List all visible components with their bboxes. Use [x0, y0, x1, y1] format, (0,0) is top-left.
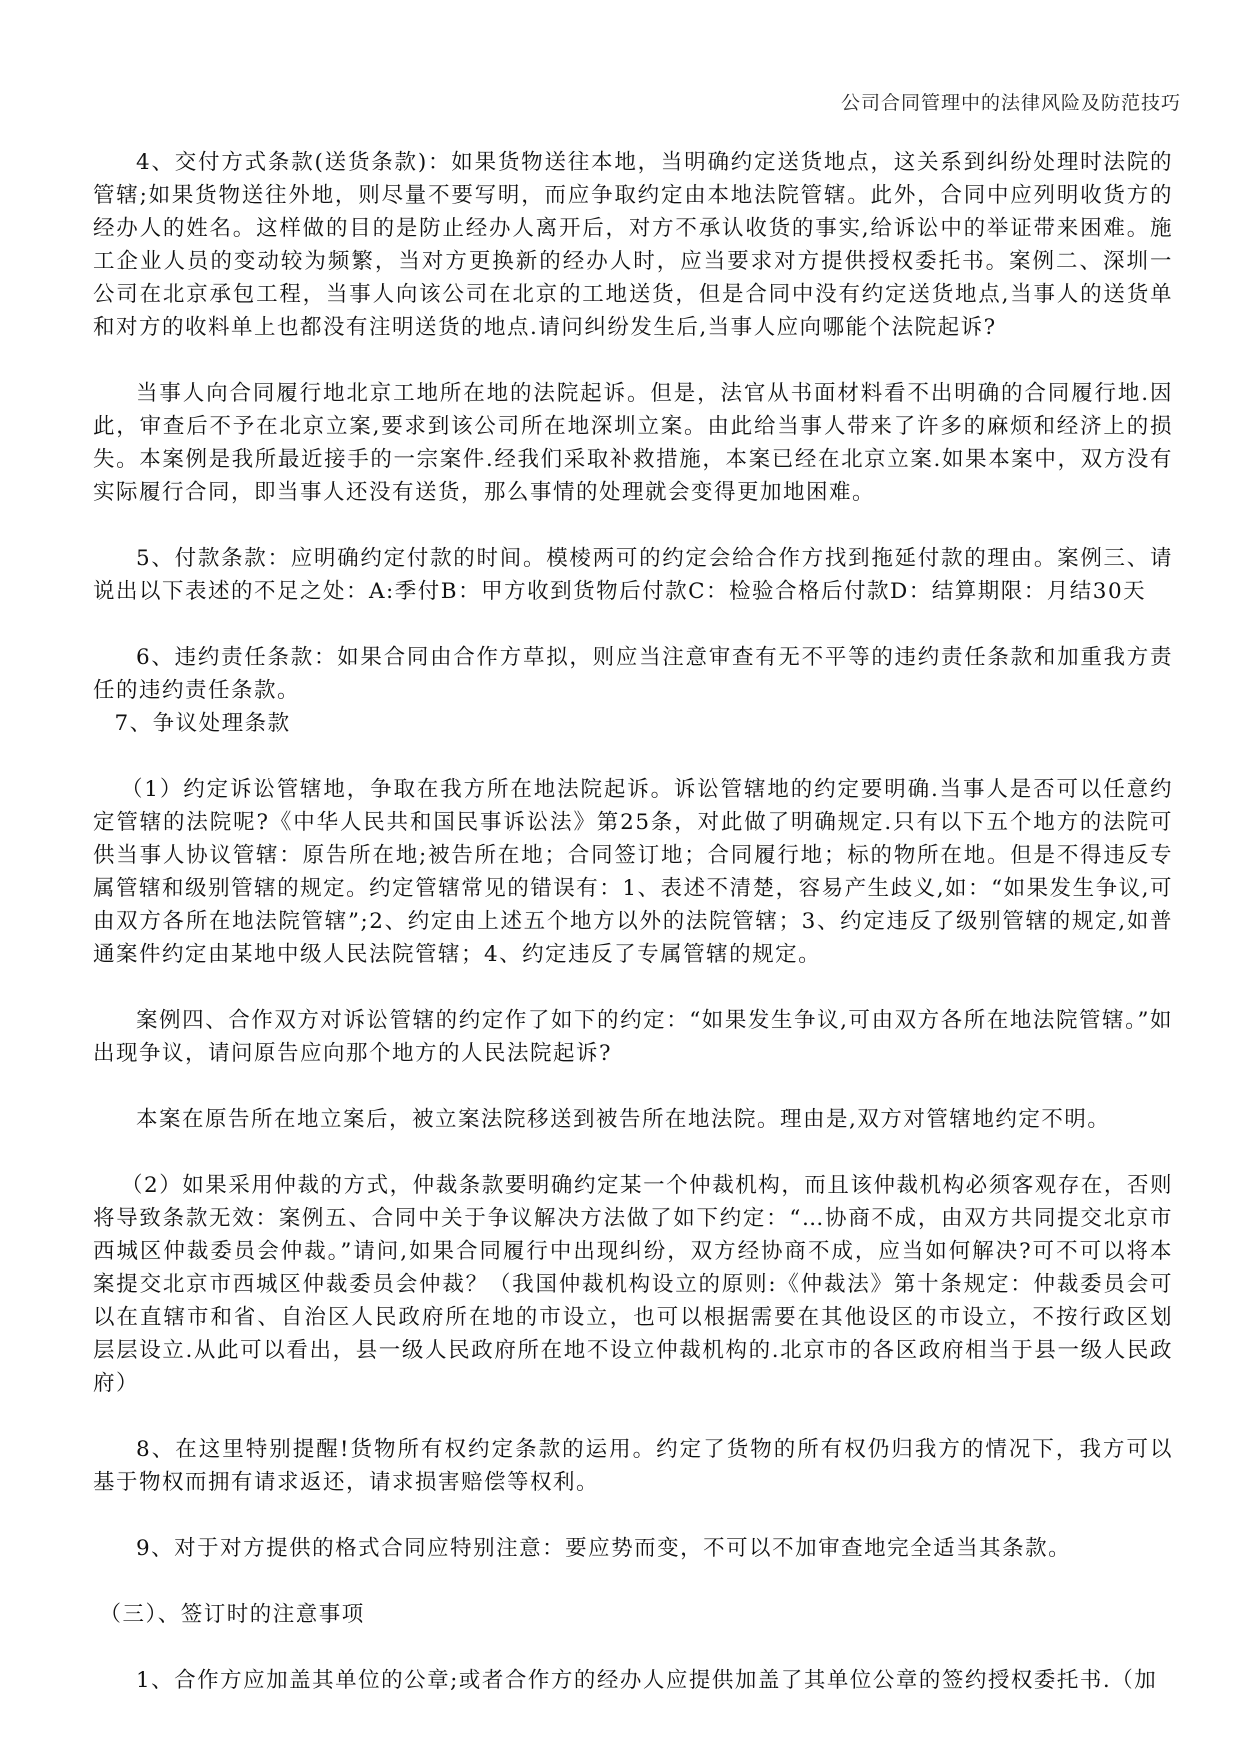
paragraph-payment-clause: 5、付款条款：应明确约定付款的时间。模棱两可的约定会给合作方找到拖延付款的理由。案例三、请说出以下表述的不足之处：A:季付B：甲方收到货物后付款C：检验合格后付款D：结算期限：月结30天 [93, 546, 1173, 604]
paragraph-case-four: 案例四、合作双方对诉讼管辖的约定作了如下的约定：“如果发生争议,可由双方各所在地法院管辖。”如出现争议，请问原告应向那个地方的人民法院起诉? [93, 1008, 1173, 1066]
section-heading-signing: （三）、签订时的注意事项 [99, 1602, 365, 1627]
paragraph-arbitration: （2）如果采用仲裁的方式，仲裁条款要明确约定某一个仲裁机构，而且该仲裁机构必须客观存在，否则将导致条款无效：案例五、合同中关于争议解决方法做了如下约定：“…协商不成，由双方共同提交北京市西城区仲裁委员会仲裁。”请问,如果合同履行中出现纠纷，双方经协商不成，应当如何解决?可不可以将本案提交北京市西城区仲裁委员会仲裁？（我国仲裁机构设立的原则:《仲裁法》第十条规定：仲裁委员会可以在直辖市和省、自治区人民政府所在地的市设立，也可以根据需要在其他设区的市设立，不按行政区划层层设立.从此可以看出，县一级人民政府所在地不设立仲裁机构的.北京市的各区政府相当于县一级人民政府） [93, 1173, 1173, 1396]
paragraph-case-two-answer: 当事人向合同履行地北京工地所在地的法院起诉。但是，法官从书面材料看不出明确的合同履行地.因此，审查后不予在北京立案,要求到该公司所在地深圳立案。由此给当事人带来了许多的麻烦和经济上的损失。本案例是我所最近接手的一宗案件.经我们采取补救措施，本案已经在北京立案.如果本案中，双方没有实际履行合同，即当事人还没有送货，那么事情的处理就会变得更加地困难。 [93, 381, 1173, 505]
paragraph-delivery-clause: 4、交付方式条款(送货条款)：如果货物送往本地，当明确约定送货地点，这关系到纠纷处理时法院的管辖;如果货物送往外地，则尽量不要写明，而应争取约定由本地法院管辖。此外，合同中应列明收货方的经办人的姓名。这样做的目的是防止经办人离开后，对方不承认收货的事实,给诉讼中的举证带来困难。施工企业人员的变动较为频繁，当对方更换新的经办人时，应当要求对方提供授权委托书。案例二、深圳一公司在北京承包工程，当事人向该公司在北京的工地送货，但是合同中没有约定送货地点,当事人的送货单和对方的收料单上也都没有注明送货的地点.请问纠纷发生后,当事人应向哪能个法院起诉? [93, 150, 1173, 340]
paragraph-case-four-answer: 本案在原告所在地立案后，被立案法院移送到被告所在地法院。理由是,双方对管辖地约定不明。 [136, 1107, 1111, 1132]
paragraph-liability-clause: 6、违约责任条款：如果合同由合作方草拟，则应当注意审查有无不平等的违约责任条款和加重我方责任的违约责任条款。 [93, 645, 1173, 703]
paragraph-dispute-heading: 7、争议处理条款 [114, 711, 291, 736]
paragraph-seal-requirement: 1、合作方应加盖其单位的公章;或者合作方的经办人应提供加盖了其单位公章的签约授权委托书.（加 [136, 1668, 1158, 1693]
paragraph-litigation-jurisdiction: （1）约定诉讼管辖地，争取在我方所在地法院起诉。诉讼管辖地的约定要明确.当事人是否可以任意约定管辖的法院呢?《中华人民共和国民事诉讼法》第25条，对此做了明确规定.只有以下五个地方的法院可供当事人协议管辖：原告所在地;被告所在地；合同签订地；合同履行地；标的物所在地。但是不得违反专属管辖和级别管辖的规定。约定管辖常见的错误有：1、表述不清楚，容易产生歧义,如：“如果发生争议,可由双方各所在地法院管辖”;2、约定由上述五个地方以外的法院管辖；3、约定违反了级别管辖的规定,如普通案件约定由某地中级人民法院管辖；4、约定违反了专属管辖的规定。 [93, 777, 1173, 967]
document-body [93, 146, 1173, 1697]
running-header: 公司合同管理中的法律风险及防范技巧 [840, 92, 1181, 114]
paragraph-standard-contract: 9、对于对方提供的格式合同应特别注意：要应势而变，不可以不加审查地完全适当其条款。 [136, 1536, 1072, 1561]
paragraph-ownership-clause: 8、在这里特别提醒!货物所有权约定条款的运用。约定了货物的所有权仍归我方的情况下，我方可以基于物权而拥有请求返还，请求损害赔偿等权利。 [93, 1437, 1173, 1495]
